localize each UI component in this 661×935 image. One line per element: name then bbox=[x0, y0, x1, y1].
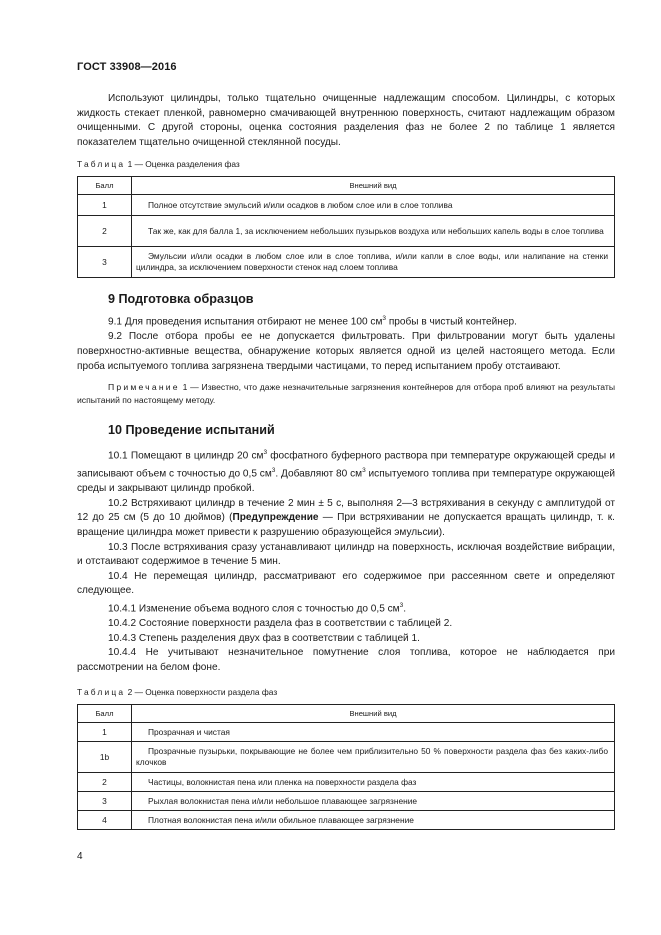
table2-col-appearance: Внешний вид bbox=[132, 705, 615, 723]
table2-row5-score: 4 bbox=[78, 811, 132, 830]
table-row bbox=[78, 723, 615, 742]
p10-4-1-text: 10.4.1 Изменение объема водного слоя с точностью до 0,5 см bbox=[108, 603, 400, 615]
table2-header-row bbox=[78, 705, 615, 723]
p10-2-warning-label: Предупреждение bbox=[232, 512, 319, 524]
section10-p10-4-1 bbox=[77, 599, 615, 617]
table1-col-score: Балл bbox=[78, 177, 132, 195]
table2-row1-score: 1 bbox=[78, 723, 132, 742]
document-code-header: ГОСТ 33908—2016 bbox=[77, 61, 177, 73]
table1-row3-text-content: Эмульсии и/или осадки в любом слое или в слое топлива, и/или капли в слое воды, или налипание на стенки цилиндра, за исключением поверхности стенок над слоем топлива bbox=[136, 250, 608, 273]
section9-p1-text: 9.1 Для проведения испытания отбирают не менее 100 см bbox=[108, 316, 383, 328]
p10-1-part-d: испытуемого топлива при температуре окружающей среды и закрывают цилиндр пробкой. bbox=[77, 468, 615, 495]
section9-p1 bbox=[77, 312, 615, 330]
table1-caption-text: 1 — Оценка разделения фаз bbox=[127, 159, 240, 170]
table2-caption-text: 2 — Оценка поверхности раздела фаз bbox=[127, 687, 278, 698]
table1-caption bbox=[77, 159, 615, 169]
section9-heading: 9 Подготовка образцов bbox=[108, 292, 254, 307]
table2-col-score: Балл bbox=[78, 705, 132, 723]
p10-2-part-a: 10.2 Встряхивают цилиндр в течение 2 мин ± 5 с, выполняя 2—3 встряхивания в секунду с амплитудой от 12 до 25 см (5 до 10 дюймов) ( bbox=[77, 497, 615, 524]
p10-1-part-a: 10.1 Помещают в цилиндр 20 см bbox=[108, 450, 264, 462]
p10-2-part-b: — При встряхивании не допускается вращать цилиндр, т. к. вращение цилиндра может привести к разрушению образующейся эмульсии). bbox=[77, 512, 615, 538]
table-row bbox=[78, 195, 615, 216]
table2-row5-text bbox=[132, 811, 615, 830]
section10-heading: 10 Проведение испытаний bbox=[108, 423, 275, 438]
table2-row5-text-content: Плотная волокнистая пена и/или обильное плавающее загрязнение bbox=[148, 814, 414, 825]
table-row bbox=[78, 792, 615, 811]
section9-note bbox=[77, 381, 615, 406]
table1-header-row bbox=[78, 177, 615, 195]
table1-phase-separation bbox=[77, 176, 615, 278]
section10-p10-4-4: 10.4.4 Не учитывают незначительное помутнение слоя топлива, которое не наблюдается при рассмотрении на белом фоне. bbox=[77, 647, 615, 673]
section10-p10-2 bbox=[77, 497, 615, 541]
table2-row2-text bbox=[132, 742, 615, 773]
intro-paragraph: Используют цилиндры, только тщательно очищенные надлежащим способом. Цилиндры, с которых жидкость стекает пленкой, равномерно смачивающей внутреннюю поверхность, считают надлежащим образом очищенными. С другой стороны, оценка состояния разделения фаз не более 2 по таблице 1 является показателем тщательно очищенной стеклянной посуды. bbox=[77, 93, 615, 148]
table2-row3-score: 2 bbox=[78, 773, 132, 792]
table2-interface-assessment bbox=[77, 704, 615, 830]
p10-4-1-sup: 3 bbox=[399, 601, 404, 609]
table2-row3-text bbox=[132, 773, 615, 792]
table-row bbox=[78, 742, 615, 773]
table2-row4-score: 3 bbox=[78, 792, 132, 811]
section9-p1-text-end: пробы в чистый контейнер. bbox=[386, 316, 517, 328]
table1-row1-score: 1 bbox=[78, 195, 132, 216]
table2-caption bbox=[77, 687, 615, 697]
section9-note-label: Примечание bbox=[108, 382, 180, 393]
table1-row3-text bbox=[132, 247, 615, 278]
section10-p10-4: 10.4 Не перемещая цилиндр, рассматривают его содержимое при рассеянном свете и определяют следующее. bbox=[77, 570, 615, 597]
table-row bbox=[78, 216, 615, 247]
table-row bbox=[78, 773, 615, 792]
table-row bbox=[78, 811, 615, 830]
table1-col-appearance: Внешний вид bbox=[132, 177, 615, 195]
section10-p10-1 bbox=[77, 446, 615, 497]
table2-caption-label: Таблица bbox=[77, 687, 126, 698]
p10-1-part-b: фосфатного буферного раствора при температуре окружающей среды и записывают объем с точностью до 0,5 см bbox=[77, 450, 615, 480]
section10-p10-4-2: 10.4.2 Состояние поверхности раздела фаз в соответствии с таблицей 2. bbox=[108, 617, 453, 629]
table1-row2-text-content: Так же, как для балла 1, за исключением небольших пузырьков воздуха или небольших капель воды в слое топлива bbox=[148, 225, 604, 236]
table1-row3-score: 3 bbox=[78, 247, 132, 278]
table1-caption-label: Таблица bbox=[77, 159, 126, 170]
page-number: 4 bbox=[77, 851, 83, 862]
p10-1-sup3: 3 bbox=[362, 467, 366, 475]
p10-1-part-c: . Добавляют 80 см bbox=[275, 468, 363, 480]
table2-row4-text bbox=[132, 792, 615, 811]
section9-p1-sup: 3 bbox=[382, 315, 387, 323]
table1-row2-text bbox=[132, 216, 615, 247]
table1-row1-text bbox=[132, 195, 615, 216]
table1-row1-text-content: Полное отсутствие эмульсий и/или осадков в любом слое или в слое топлива bbox=[148, 199, 453, 210]
section9-p2: 9.2 После отбора пробы ее не допускается фильтровать. При фильтровании могут быть удалены поверхностно-активные вещества, обнаружение которых является одной из целей настоящего метода. Если проба испытуемого топлива загрязнена твердыми частицами, то перед испытанием пробу отстаивают. bbox=[77, 331, 615, 372]
table2-row1-text-content: Прозрачная и чистая bbox=[148, 726, 230, 737]
p10-1-sup2: 3 bbox=[271, 467, 276, 475]
page-content bbox=[77, 92, 615, 830]
table2-row1-text bbox=[132, 723, 615, 742]
p10-4-1-end: . bbox=[403, 603, 407, 615]
table-row bbox=[78, 247, 615, 278]
table2-row4-text-content: Рыхлая волокнистая пена и/или небольшое плавающее загрязнение bbox=[148, 795, 418, 806]
section9-note-text: 1 — Известно, что даже незначительные загрязнения контейнеров для отбора проб влияют на результаты испытаний по настоящему методу. bbox=[77, 382, 615, 405]
table1-row2-score: 2 bbox=[78, 216, 132, 247]
table2-row2-score: 1b bbox=[78, 742, 132, 773]
p10-1-sup1: 3 bbox=[263, 449, 268, 457]
table2-row2-text-content: Прозрачные пузырьки, покрывающие не более чем приблизительно 50 % поверхности раздела фаз без каких-либо клочков bbox=[136, 745, 608, 768]
table2-row3-text-content: Частицы, волокнистая пена или пленка на поверхности раздела фаз bbox=[148, 776, 417, 787]
section10-p10-4-3: 10.4.3 Степень разделения двух фаз в соответствии с таблицей 1. bbox=[108, 632, 420, 644]
section10-p10-3: 10.3 После встряхивания сразу устанавливают цилиндр на поверхность, исключая воздействие вибрации, и отстаивают содержимое в течение 5 мин. bbox=[77, 541, 615, 568]
